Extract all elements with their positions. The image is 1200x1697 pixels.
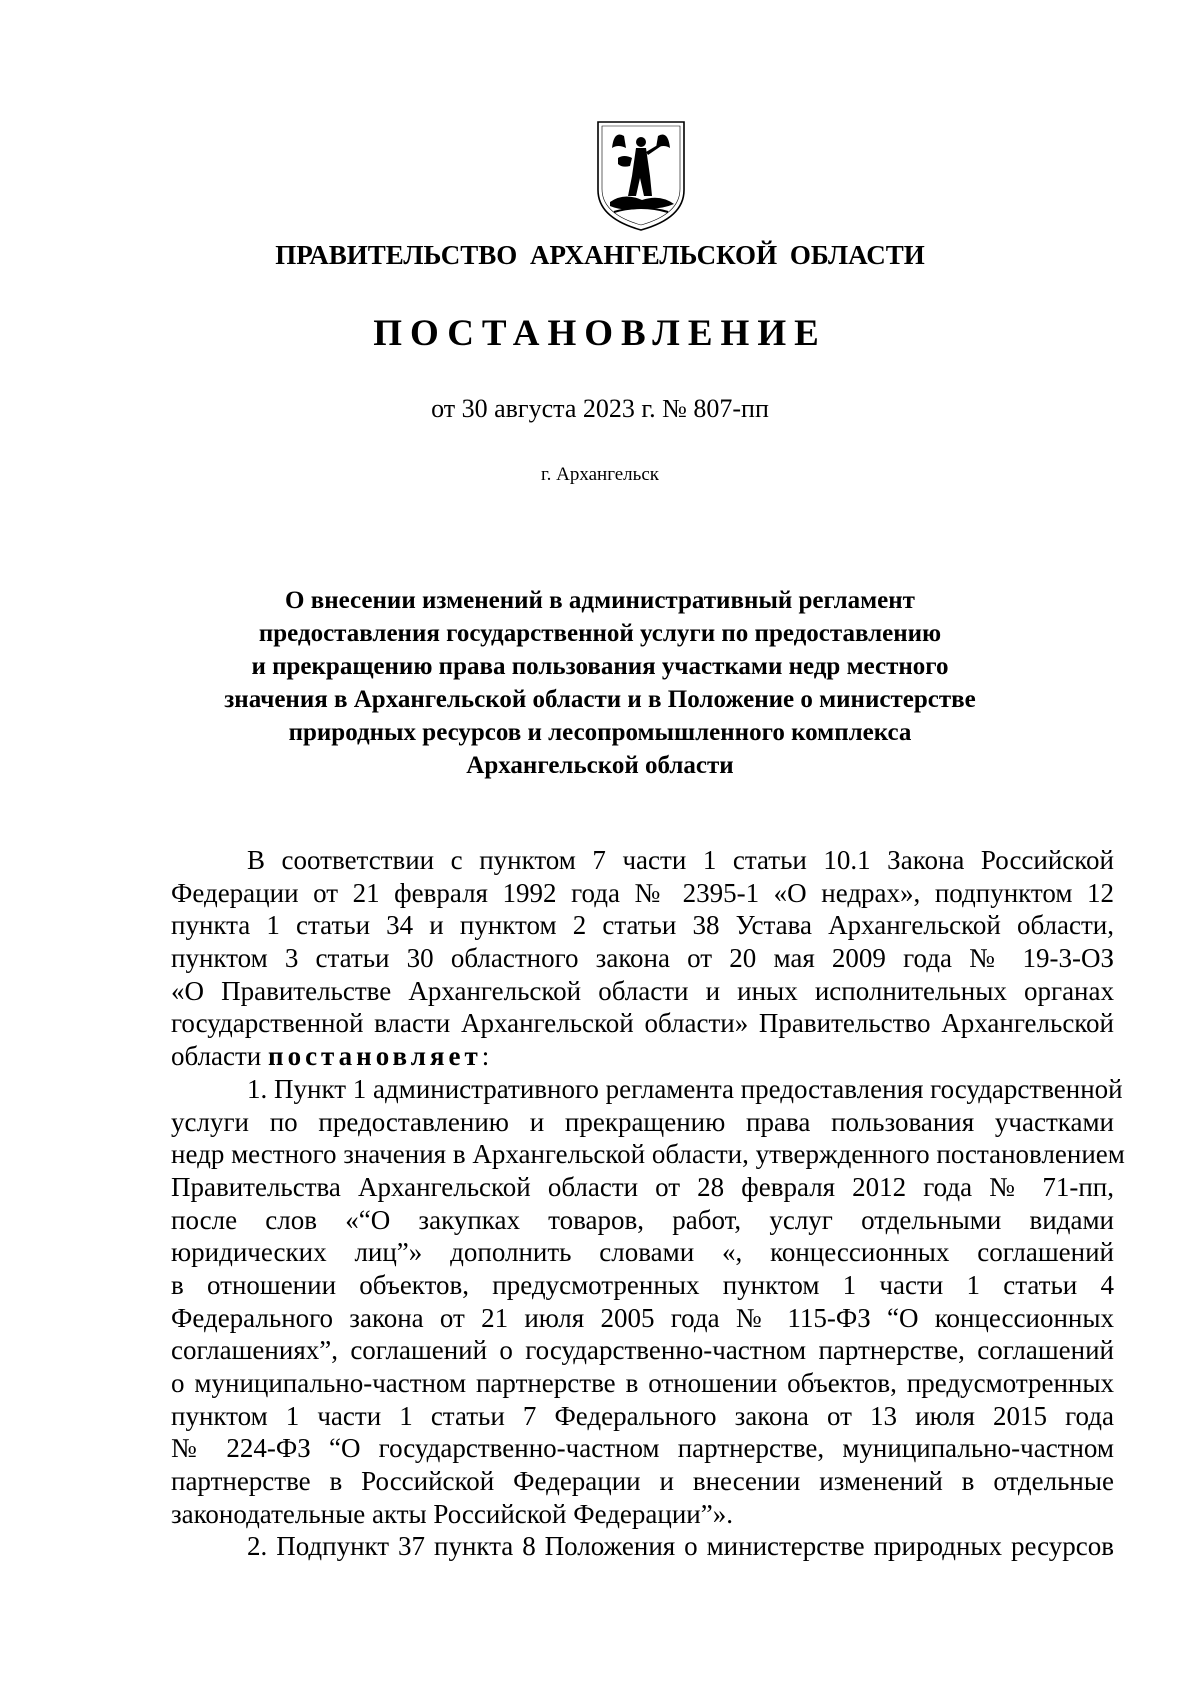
item1-line: партнерстве в Российской Федерации и внесении изменений в отдельные	[171, 1466, 1114, 1497]
document-body	[171, 844, 1125, 1563]
item1-line: после слов «“О закупках товаров, работ, услуг отдельными видами	[171, 1204, 1114, 1235]
item1-line: юридических лиц”» дополнить словами «, концессионных соглашений	[171, 1237, 1114, 1268]
item1-line: Правительства Архангельской области от 28 февраля 2012 года № 71-пп,	[171, 1171, 1114, 1202]
item1-line: услуги по предоставлению и прекращению права пользования участками	[171, 1106, 1114, 1137]
organization-name: ПРАВИТЕЛЬСТВО АРХАНГЕЛЬСКОЙ ОБЛАСТИ	[275, 240, 925, 270]
item2-line: 2. Подпункт 37 пункта 8 Положения о министерстве природных ресурсов	[247, 1531, 1114, 1562]
document-city: г. Архангельск	[540, 464, 659, 485]
subject-line: предоставления государственной услуги по предоставлению	[258, 620, 942, 647]
item1-line: пунктом 1 части 1 статьи 7 Федерального закона от 13 июля 2015 года	[171, 1400, 1114, 1431]
coat-of-arms-emblem	[594, 118, 688, 232]
item1-line: Федерального закона от 21 июля 2005 года № 115-ФЗ “О концессионных	[171, 1302, 1114, 1333]
preamble-line: пункта 1 статьи 34 и пунктом 2 статьи 38 Устава Архангельской области,	[171, 910, 1114, 941]
subject-line: значения в Архангельской области и в Положение о министерстве	[224, 686, 976, 713]
subject-line: и прекращению права пользования участками недр местного	[251, 653, 949, 680]
preamble-last-suffix: :	[481, 1041, 490, 1072]
preamble-last-prefix: области	[171, 1041, 269, 1072]
subject-line: О внесении изменений в административный регламент	[285, 587, 915, 614]
resolves-keyword: постановляет	[268, 1041, 482, 1072]
item1-line: соглашениях”, соглашений о государственно-частном партнерстве, соглашений	[171, 1335, 1114, 1366]
item1-line: № 224-ФЗ “О государственно-частном партнерстве, муниципально-частном	[171, 1433, 1114, 1464]
item1-line: 1. Пункт 1 административного регламента предоставления государственной	[247, 1073, 1123, 1104]
document-date-number: от 30 августа 2023 г. № 807-пп	[431, 394, 769, 423]
subject-line: природных ресурсов и лесопромышленного комплекса	[288, 719, 912, 746]
item1-line: законодательные акты Российской Федерации”».	[171, 1498, 733, 1529]
preamble-line: В соответствии с пунктом 7 части 1 статьи 10.1 Закона Российской	[247, 845, 1114, 875]
preamble-line: «О Правительстве Архангельской области и иных исполнительных органах	[171, 975, 1114, 1006]
subject-line: Архангельской области	[466, 752, 734, 779]
item1-line: в отношении объектов, предусмотренных пунктом 1 части 1 статьи 4	[171, 1269, 1114, 1300]
document-type-title: ПОСТАНОВЛЕНИЕ	[373, 313, 827, 354]
preamble-line: Федерации от 21 февраля 1992 года № 2395-1 «О недрах», подпунктом 12	[171, 877, 1114, 908]
item1-line: о муниципально-частном партнерстве в отношении объектов, предусмотренных	[171, 1368, 1114, 1398]
preamble-line: государственной власти Архангельской области» Правительство Архангельской	[171, 1008, 1114, 1039]
item1-line: недр местного значения в Архангельской области, утвержденного постановлением	[171, 1139, 1125, 1170]
document-subject	[0, 584, 1200, 782]
preamble-last-line	[171, 1040, 1114, 1073]
preamble-line: пунктом 3 статьи 30 областного закона от 20 мая 2009 года № 19-3-ОЗ	[171, 943, 1114, 974]
